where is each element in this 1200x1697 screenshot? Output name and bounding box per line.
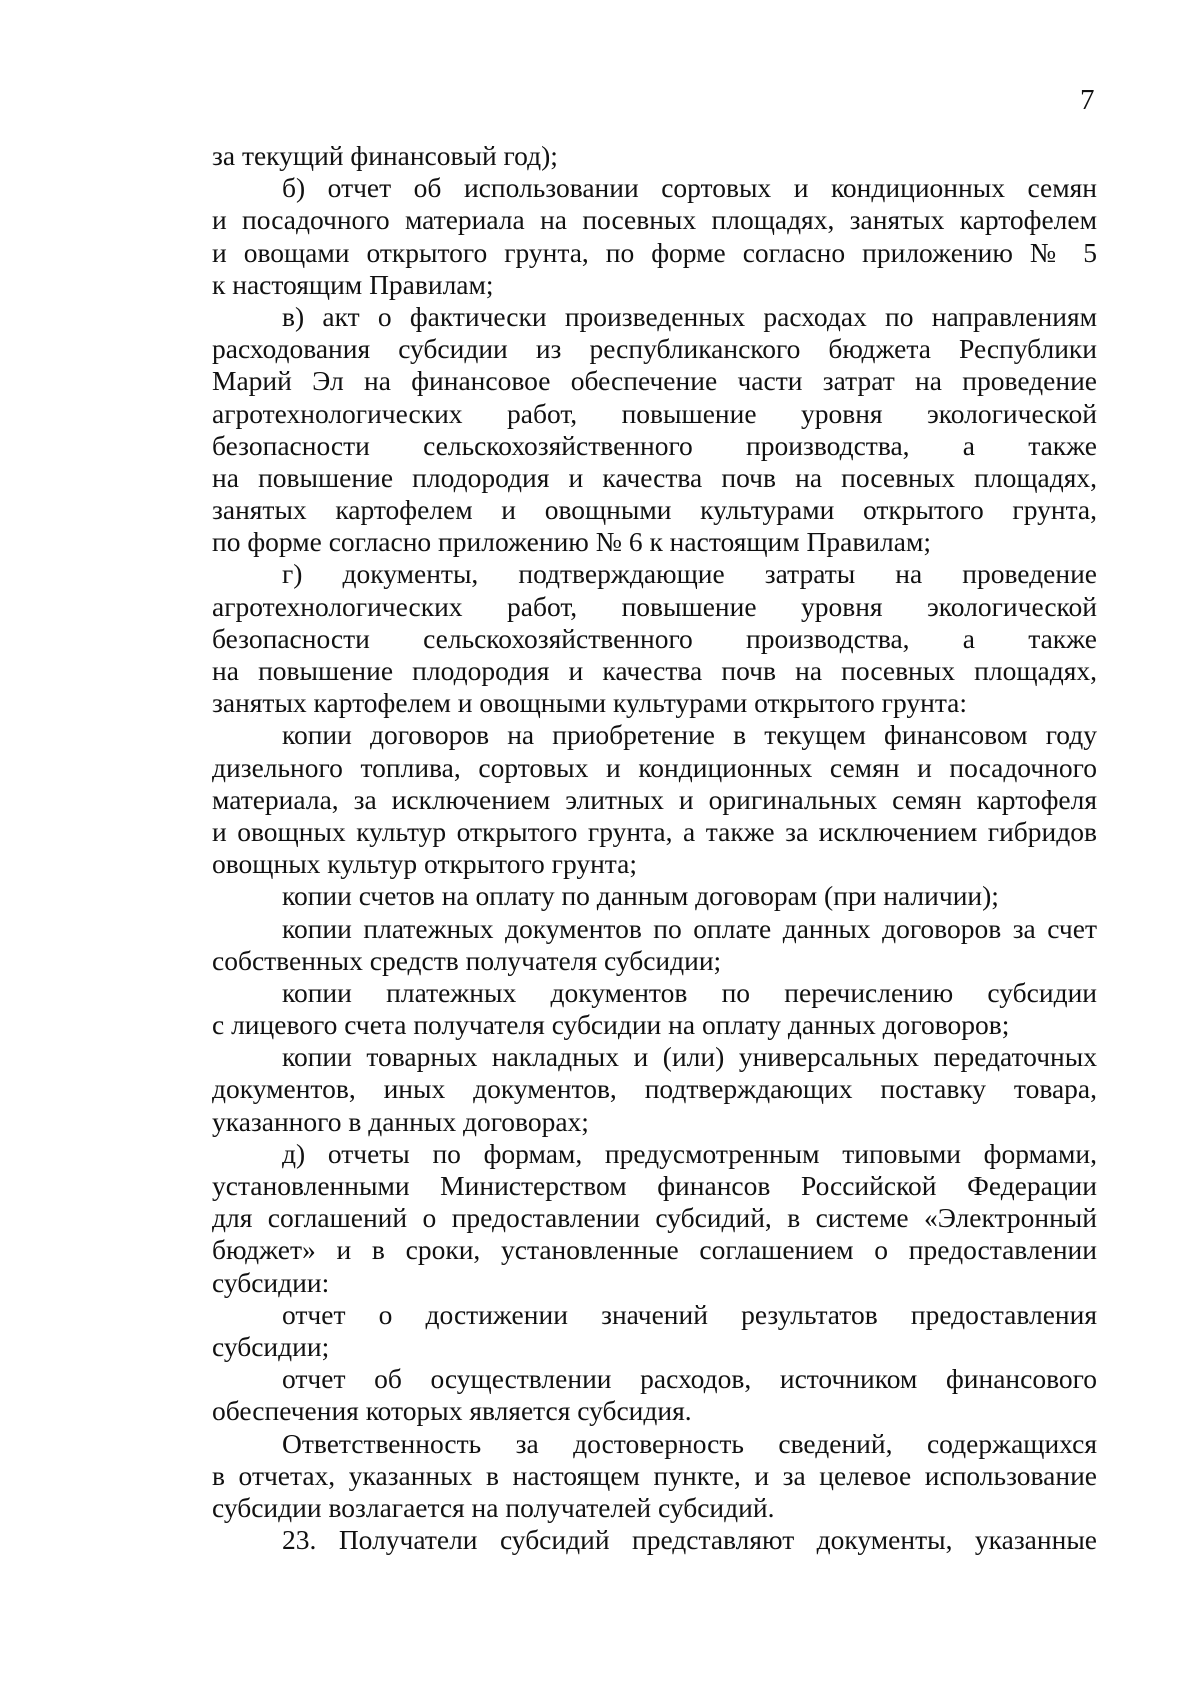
text-line: дизельного топлива, сортовых и кондиционных семян и посадочного xyxy=(212,751,1097,783)
text-line: копии договоров на приобретение в текущем финансовом году xyxy=(282,719,1097,751)
text-line: Марий Эл на финансовое обеспечение части затрат на проведение xyxy=(212,365,1097,397)
text-line: обеспечения которых является субсидия. xyxy=(212,1395,692,1427)
text-line: копии платежных документов по перечислению субсидии xyxy=(282,976,1097,1008)
text-line: агротехнологических работ, повышение уровня экологической xyxy=(212,397,1097,429)
text-line: копии платежных документов по оплате данных договоров за счет xyxy=(282,912,1097,944)
text-line: бюджет» и в сроки, установленные соглашением о предоставлении xyxy=(212,1234,1097,1266)
text-line: 23. Получатели субсидий представляют документы, указанные xyxy=(282,1524,1097,1556)
text-line: отчет об осуществлении расходов, источником финансового xyxy=(282,1363,1097,1395)
text-line: и овощных культур открытого грунта, а также за исключением гибридов xyxy=(212,815,1097,847)
text-line: за текущий финансовый год); xyxy=(212,140,558,171)
text-line: материала, за исключением элитных и оригинальных семян картофеля xyxy=(212,783,1097,815)
page-number: 7 xyxy=(1080,84,1095,116)
text-line: указанного в данных договорах; xyxy=(212,1105,589,1137)
document-body xyxy=(212,140,1097,1556)
text-line: занятых картофелем и овощными культурами открытого грунта: xyxy=(212,687,968,719)
text-line: в отчетах, указанных в настоящем пункте, и за целевое использование xyxy=(212,1459,1097,1491)
text-line: расходования субсидии из республиканского бюджета Республики xyxy=(212,333,1097,365)
text-line: субсидии: xyxy=(212,1266,330,1298)
text-line: по форме согласно приложению № 6 к настоящим Правилам; xyxy=(212,526,932,558)
text-line: установленными Министерством финансов Российской Федерации xyxy=(212,1170,1097,1201)
text-line: безопасности сельскохозяйственного производства, а также xyxy=(212,622,1097,654)
text-line: к настоящим Правилам; xyxy=(212,268,494,300)
text-line: копии счетов на оплату по данным договорам (при наличии); xyxy=(282,880,999,912)
text-line: отчет о достижении значений результатов предоставления xyxy=(282,1298,1097,1330)
text-line: с лицевого счета получателя субсидии на оплату данных договоров; xyxy=(212,1009,1010,1041)
text-line: в) акт о фактически произведенных расходах по направлениям xyxy=(282,300,1097,332)
text-line: г) документы, подтверждающие затраты на проведение xyxy=(282,558,1097,590)
text-line: на повышение плодородия и качества почв на посевных площадях, xyxy=(212,655,1097,686)
text-line: документов, иных документов, подтверждающих поставку товара, xyxy=(212,1073,1097,1105)
text-line: овощных культур открытого грунта; xyxy=(212,848,638,880)
text-line: безопасности сельскохозяйственного производства, а также xyxy=(212,429,1097,461)
text-line: д) отчеты по формам, предусмотренным типовыми формами, xyxy=(282,1137,1097,1169)
text-line: субсидии; xyxy=(212,1330,330,1362)
text-line: на повышение плодородия и качества почв на посевных площадях, xyxy=(212,461,1097,493)
text-line: агротехнологических работ, повышение уровня экологической xyxy=(212,590,1097,622)
text-line: и овощами открытого грунта, по форме согласно приложению № 5 xyxy=(212,236,1097,268)
text-line: Ответственность за достоверность сведений, содержащихся xyxy=(282,1427,1097,1459)
text-line: занятых картофелем и овощными культурами открытого грунта, xyxy=(212,494,1097,526)
text-line: субсидии возлагается на получателей субсидий. xyxy=(212,1491,775,1523)
text-line: и посадочного материала на посевных площадях, занятых картофелем xyxy=(212,204,1097,236)
text-line: собственных средств получателя субсидии; xyxy=(212,944,722,976)
text-line: копии товарных накладных и (или) универсальных передаточных xyxy=(282,1041,1097,1073)
text-line: для соглашений о предоставлении субсидий, в системе «Электронный xyxy=(212,1202,1097,1234)
text-line: б) отчет об использовании сортовых и кондиционных семян xyxy=(282,172,1097,204)
